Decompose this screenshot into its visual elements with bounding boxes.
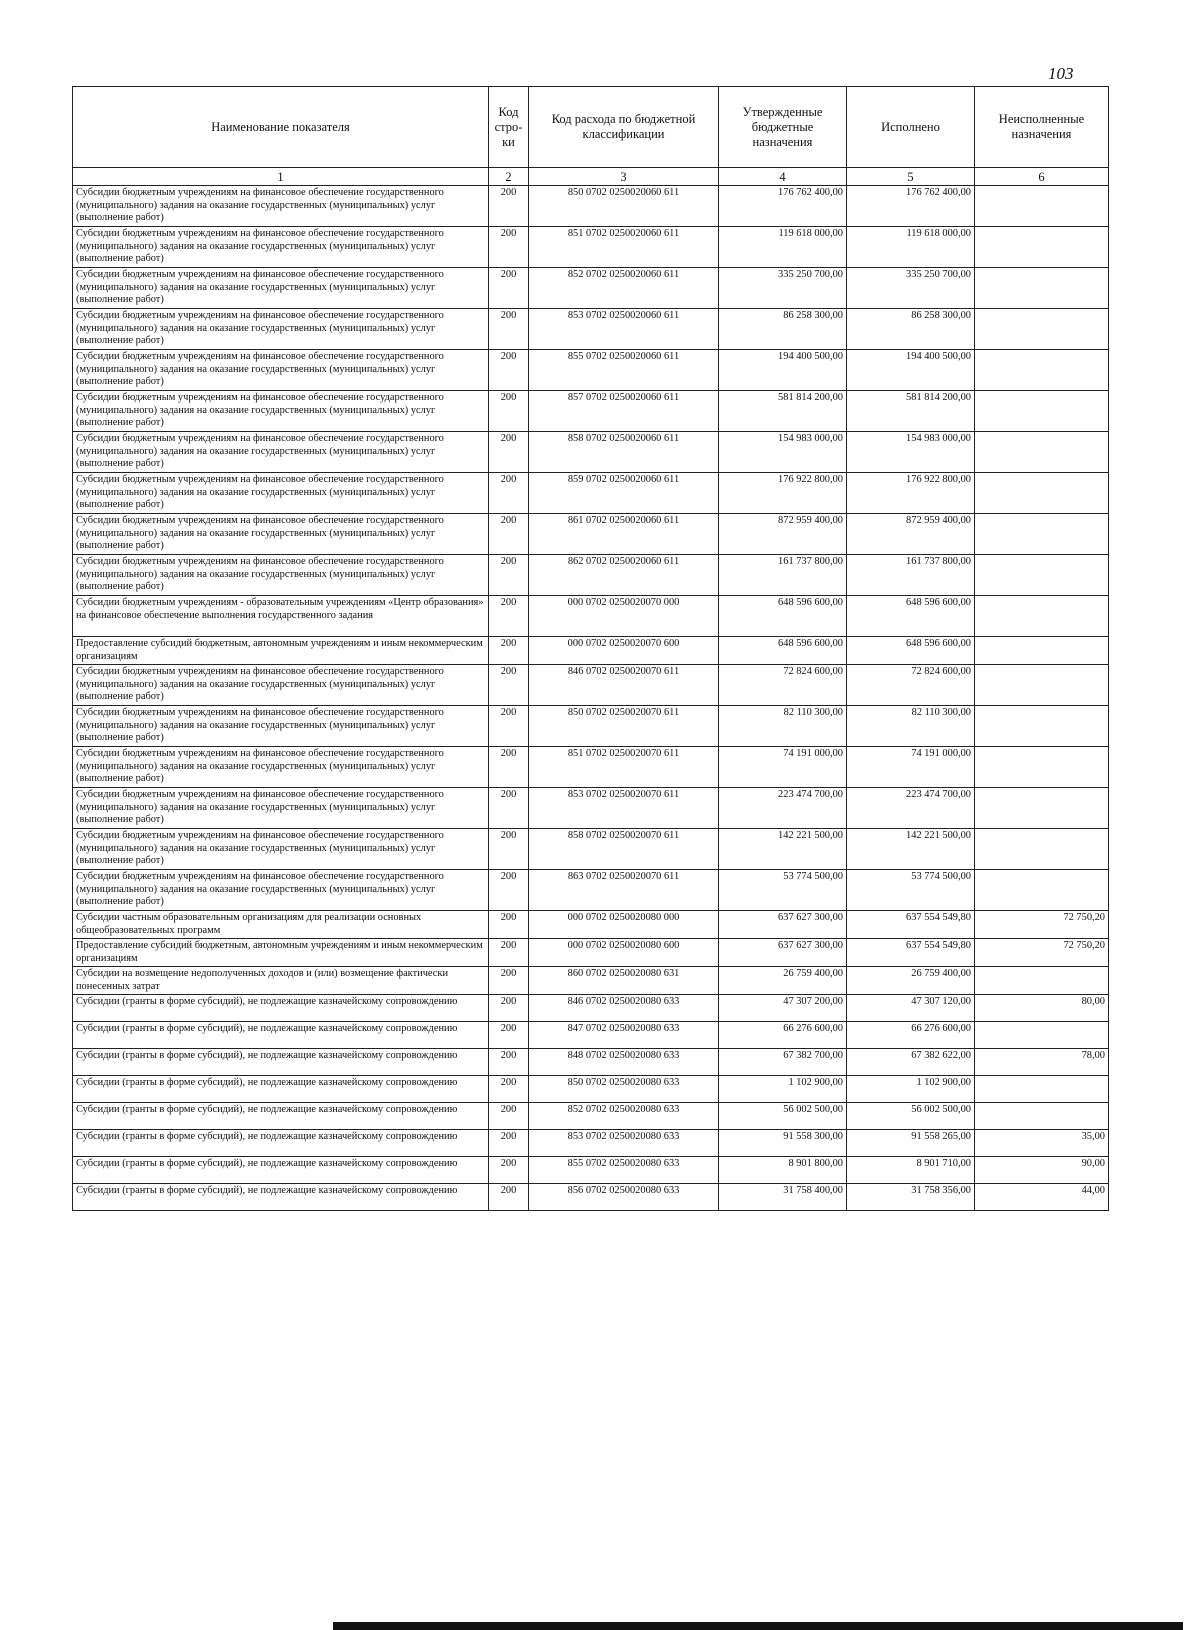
unexecuted-amount-cell xyxy=(975,637,1109,665)
classification-code-cell: 000 0702 0250020080 000 xyxy=(529,911,719,939)
row-code-cell: 200 xyxy=(489,514,529,555)
table-row xyxy=(73,309,1109,350)
unexecuted-amount-cell: 90,00 xyxy=(975,1157,1109,1184)
classification-code-cell: 850 0702 0250020080 633 xyxy=(529,1076,719,1103)
row-code-cell: 200 xyxy=(489,1157,529,1184)
table-row xyxy=(73,514,1109,555)
header-unexecuted: Неисполненные назначения xyxy=(975,87,1109,168)
table-row xyxy=(73,186,1109,227)
header-row-code: Код стро-ки xyxy=(489,87,529,168)
table-row xyxy=(73,391,1109,432)
executed-amount-cell: 637 554 549,80 xyxy=(847,939,975,967)
approved-amount-cell: 142 221 500,00 xyxy=(719,829,847,870)
table-row xyxy=(73,1049,1109,1076)
header-classification-code: Код расхода по бюджетной классификации xyxy=(529,87,719,168)
indicator-name-cell: Субсидии бюджетным учреждениям на финансовое обеспечение государственного (муниципального) задания на оказание государственных (муниципальных) услуг (выполнение работ) xyxy=(73,788,489,829)
table-row xyxy=(73,1130,1109,1157)
approved-amount-cell: 26 759 400,00 xyxy=(719,967,847,995)
table-row xyxy=(73,870,1109,911)
table-row xyxy=(73,995,1109,1022)
table-row xyxy=(73,829,1109,870)
row-code-cell: 200 xyxy=(489,350,529,391)
approved-amount-cell: 176 762 400,00 xyxy=(719,186,847,227)
row-code-cell: 200 xyxy=(489,967,529,995)
approved-amount-cell: 637 627 300,00 xyxy=(719,911,847,939)
executed-amount-cell: 74 191 000,00 xyxy=(847,747,975,788)
scan-edge-bar xyxy=(333,1622,1183,1630)
indicator-name-cell: Субсидии (гранты в форме субсидий), не подлежащие казначейскому сопровождению xyxy=(73,1157,489,1184)
executed-amount-cell: 66 276 600,00 xyxy=(847,1022,975,1049)
approved-amount-cell: 161 737 800,00 xyxy=(719,555,847,596)
classification-code-cell: 847 0702 0250020080 633 xyxy=(529,1022,719,1049)
classification-code-cell: 852 0702 0250020060 611 xyxy=(529,268,719,309)
classification-code-cell: 862 0702 0250020060 611 xyxy=(529,555,719,596)
approved-amount-cell: 82 110 300,00 xyxy=(719,706,847,747)
unexecuted-amount-cell: 80,00 xyxy=(975,995,1109,1022)
table-row xyxy=(73,268,1109,309)
unexecuted-amount-cell xyxy=(975,788,1109,829)
row-code-cell: 200 xyxy=(489,1130,529,1157)
indicator-name-cell: Субсидии (гранты в форме субсидий), не подлежащие казначейскому сопровождению xyxy=(73,1103,489,1130)
unexecuted-amount-cell xyxy=(975,391,1109,432)
indicator-name-cell: Субсидии бюджетным учреждениям на финансовое обеспечение государственного (муниципального) задания на оказание государственных (муниципальных) услуг (выполнение работ) xyxy=(73,350,489,391)
classification-code-cell: 850 0702 0250020070 611 xyxy=(529,706,719,747)
unexecuted-amount-cell: 44,00 xyxy=(975,1184,1109,1211)
executed-amount-cell: 161 737 800,00 xyxy=(847,555,975,596)
table-header xyxy=(73,87,1109,186)
classification-code-cell: 852 0702 0250020080 633 xyxy=(529,1103,719,1130)
indicator-name-cell: Субсидии бюджетным учреждениям на финансовое обеспечение государственного (муниципального) задания на оказание государственных (муниципальных) услуг (выполнение работ) xyxy=(73,432,489,473)
approved-amount-cell: 637 627 300,00 xyxy=(719,939,847,967)
executed-amount-cell: 142 221 500,00 xyxy=(847,829,975,870)
approved-amount-cell: 872 959 400,00 xyxy=(719,514,847,555)
row-code-cell: 200 xyxy=(489,186,529,227)
table-row xyxy=(73,911,1109,939)
indicator-name-cell: Субсидии бюджетным учреждениям на финансовое обеспечение государственного (муниципального) задания на оказание государственных (муниципальных) услуг (выполнение работ) xyxy=(73,747,489,788)
row-code-cell: 200 xyxy=(489,555,529,596)
approved-amount-cell: 176 922 800,00 xyxy=(719,473,847,514)
classification-code-cell: 846 0702 0250020080 633 xyxy=(529,995,719,1022)
column-number: 1 xyxy=(73,168,489,186)
indicator-name-cell: Субсидии бюджетным учреждениям на финансовое обеспечение государственного (муниципального) задания на оказание государственных (муниципальных) услуг (выполнение работ) xyxy=(73,555,489,596)
unexecuted-amount-cell xyxy=(975,706,1109,747)
approved-amount-cell: 1 102 900,00 xyxy=(719,1076,847,1103)
unexecuted-amount-cell xyxy=(975,268,1109,309)
table-row xyxy=(73,788,1109,829)
executed-amount-cell: 8 901 710,00 xyxy=(847,1157,975,1184)
indicator-name-cell: Предоставление субсидий бюджетным, автономным учреждениям и иным некоммерческим организациям xyxy=(73,939,489,967)
row-code-cell: 200 xyxy=(489,1076,529,1103)
table-row xyxy=(73,967,1109,995)
page-number: 103 xyxy=(1048,64,1074,83)
unexecuted-amount-cell: 78,00 xyxy=(975,1049,1109,1076)
classification-code-cell: 851 0702 0250020060 611 xyxy=(529,227,719,268)
executed-amount-cell: 86 258 300,00 xyxy=(847,309,975,350)
unexecuted-amount-cell xyxy=(975,747,1109,788)
classification-code-cell: 848 0702 0250020080 633 xyxy=(529,1049,719,1076)
executed-amount-cell: 648 596 600,00 xyxy=(847,637,975,665)
row-code-cell: 200 xyxy=(489,309,529,350)
table-row xyxy=(73,665,1109,706)
classification-code-cell: 853 0702 0250020070 611 xyxy=(529,788,719,829)
executed-amount-cell: 119 618 000,00 xyxy=(847,227,975,268)
row-code-cell: 200 xyxy=(489,829,529,870)
approved-amount-cell: 335 250 700,00 xyxy=(719,268,847,309)
executed-amount-cell: 176 922 800,00 xyxy=(847,473,975,514)
unexecuted-amount-cell xyxy=(975,350,1109,391)
row-code-cell: 200 xyxy=(489,1049,529,1076)
row-code-cell: 200 xyxy=(489,1103,529,1130)
classification-code-cell: 846 0702 0250020070 611 xyxy=(529,665,719,706)
row-code-cell: 200 xyxy=(489,665,529,706)
indicator-name-cell: Субсидии бюджетным учреждениям на финансовое обеспечение государственного (муниципального) задания на оказание государственных (муниципальных) услуг (выполнение работ) xyxy=(73,473,489,514)
row-code-cell: 200 xyxy=(489,995,529,1022)
row-code-cell: 200 xyxy=(489,1022,529,1049)
executed-amount-cell: 31 758 356,00 xyxy=(847,1184,975,1211)
unexecuted-amount-cell xyxy=(975,432,1109,473)
indicator-name-cell: Субсидии бюджетным учреждениям на финансовое обеспечение государственного (муниципального) задания на оказание государственных (муниципальных) услуг (выполнение работ) xyxy=(73,706,489,747)
approved-amount-cell: 72 824 600,00 xyxy=(719,665,847,706)
table-row xyxy=(73,555,1109,596)
classification-code-cell: 857 0702 0250020060 611 xyxy=(529,391,719,432)
header-executed: Исполнено xyxy=(847,87,975,168)
approved-amount-cell: 47 307 200,00 xyxy=(719,995,847,1022)
table-row xyxy=(73,227,1109,268)
column-number: 6 xyxy=(975,168,1109,186)
approved-amount-cell: 56 002 500,00 xyxy=(719,1103,847,1130)
approved-amount-cell: 67 382 700,00 xyxy=(719,1049,847,1076)
table-row xyxy=(73,1103,1109,1130)
indicator-name-cell: Субсидии частным образовательным организациям для реализации основных общеобразовательных программ xyxy=(73,911,489,939)
table-row xyxy=(73,637,1109,665)
classification-code-cell: 855 0702 0250020080 633 xyxy=(529,1157,719,1184)
executed-amount-cell: 581 814 200,00 xyxy=(847,391,975,432)
approved-amount-cell: 119 618 000,00 xyxy=(719,227,847,268)
executed-amount-cell: 26 759 400,00 xyxy=(847,967,975,995)
row-code-cell: 200 xyxy=(489,911,529,939)
unexecuted-amount-cell xyxy=(975,829,1109,870)
classification-code-cell: 860 0702 0250020080 631 xyxy=(529,967,719,995)
indicator-name-cell: Субсидии бюджетным учреждениям на финансовое обеспечение государственного (муниципального) задания на оказание государственных (муниципальных) услуг (выполнение работ) xyxy=(73,227,489,268)
classification-code-cell: 000 0702 0250020070 600 xyxy=(529,637,719,665)
budget-execution-table xyxy=(72,86,1109,1211)
executed-amount-cell: 91 558 265,00 xyxy=(847,1130,975,1157)
executed-amount-cell: 47 307 120,00 xyxy=(847,995,975,1022)
executed-amount-cell: 72 824 600,00 xyxy=(847,665,975,706)
row-code-cell: 200 xyxy=(489,432,529,473)
header-approved: Утвержденные бюджетные назначения xyxy=(719,87,847,168)
table-row xyxy=(73,1022,1109,1049)
unexecuted-amount-cell xyxy=(975,967,1109,995)
unexecuted-amount-cell xyxy=(975,227,1109,268)
unexecuted-amount-cell xyxy=(975,596,1109,637)
executed-amount-cell: 872 959 400,00 xyxy=(847,514,975,555)
classification-code-cell: 000 0702 0250020070 000 xyxy=(529,596,719,637)
classification-code-cell: 863 0702 0250020070 611 xyxy=(529,870,719,911)
unexecuted-amount-cell xyxy=(975,309,1109,350)
classification-code-cell: 855 0702 0250020060 611 xyxy=(529,350,719,391)
classification-code-cell: 859 0702 0250020060 611 xyxy=(529,473,719,514)
indicator-name-cell: Субсидии бюджетным учреждениям - образовательным учреждениям «Центр образования» на финансовое обеспечение выполнения государственного задания xyxy=(73,596,489,637)
table-row xyxy=(73,596,1109,637)
table-row xyxy=(73,1184,1109,1211)
executed-amount-cell: 194 400 500,00 xyxy=(847,350,975,391)
indicator-name-cell: Предоставление субсидий бюджетным, автономным учреждениям и иным некоммерческим организациям xyxy=(73,637,489,665)
row-code-cell: 200 xyxy=(489,268,529,309)
row-code-cell: 200 xyxy=(489,706,529,747)
table-row xyxy=(73,473,1109,514)
approved-amount-cell: 194 400 500,00 xyxy=(719,350,847,391)
executed-amount-cell: 1 102 900,00 xyxy=(847,1076,975,1103)
classification-code-cell: 000 0702 0250020080 600 xyxy=(529,939,719,967)
executed-amount-cell: 637 554 549,80 xyxy=(847,911,975,939)
unexecuted-amount-cell xyxy=(975,870,1109,911)
unexecuted-amount-cell xyxy=(975,1103,1109,1130)
table-row xyxy=(73,1157,1109,1184)
table-row xyxy=(73,1076,1109,1103)
executed-amount-cell: 176 762 400,00 xyxy=(847,186,975,227)
row-code-cell: 200 xyxy=(489,227,529,268)
row-code-cell: 200 xyxy=(489,747,529,788)
executed-amount-cell: 53 774 500,00 xyxy=(847,870,975,911)
approved-amount-cell: 154 983 000,00 xyxy=(719,432,847,473)
column-number: 3 xyxy=(529,168,719,186)
column-number: 4 xyxy=(719,168,847,186)
approved-amount-cell: 53 774 500,00 xyxy=(719,870,847,911)
column-number: 2 xyxy=(489,168,529,186)
unexecuted-amount-cell xyxy=(975,514,1109,555)
classification-code-cell: 853 0702 0250020080 633 xyxy=(529,1130,719,1157)
table-body xyxy=(73,186,1109,1211)
unexecuted-amount-cell xyxy=(975,665,1109,706)
unexecuted-amount-cell xyxy=(975,186,1109,227)
row-code-cell: 200 xyxy=(489,391,529,432)
row-code-cell: 200 xyxy=(489,939,529,967)
indicator-name-cell: Субсидии бюджетным учреждениям на финансовое обеспечение государственного (муниципального) задания на оказание государственных (муниципальных) услуг (выполнение работ) xyxy=(73,391,489,432)
executed-amount-cell: 82 110 300,00 xyxy=(847,706,975,747)
table-row xyxy=(73,350,1109,391)
indicator-name-cell: Субсидии (гранты в форме субсидий), не подлежащие казначейскому сопровождению xyxy=(73,1130,489,1157)
indicator-name-cell: Субсидии (гранты в форме субсидий), не подлежащие казначейскому сопровождению xyxy=(73,1184,489,1211)
approved-amount-cell: 66 276 600,00 xyxy=(719,1022,847,1049)
indicator-name-cell: Субсидии бюджетным учреждениям на финансовое обеспечение государственного (муниципального) задания на оказание государственных (муниципальных) услуг (выполнение работ) xyxy=(73,309,489,350)
table-row xyxy=(73,706,1109,747)
table-row xyxy=(73,747,1109,788)
unexecuted-amount-cell xyxy=(975,473,1109,514)
approved-amount-cell: 648 596 600,00 xyxy=(719,637,847,665)
classification-code-cell: 856 0702 0250020080 633 xyxy=(529,1184,719,1211)
classification-code-cell: 858 0702 0250020060 611 xyxy=(529,432,719,473)
approved-amount-cell: 74 191 000,00 xyxy=(719,747,847,788)
row-code-cell: 200 xyxy=(489,637,529,665)
unexecuted-amount-cell xyxy=(975,1076,1109,1103)
header-indicator-name: Наименование показателя xyxy=(73,87,489,168)
classification-code-cell: 861 0702 0250020060 611 xyxy=(529,514,719,555)
unexecuted-amount-cell xyxy=(975,555,1109,596)
row-code-cell: 200 xyxy=(489,1184,529,1211)
indicator-name-cell: Субсидии (гранты в форме субсидий), не подлежащие казначейскому сопровождению xyxy=(73,1022,489,1049)
table-row xyxy=(73,939,1109,967)
indicator-name-cell: Субсидии бюджетным учреждениям на финансовое обеспечение государственного (муниципального) задания на оказание государственных (муниципальных) услуг (выполнение работ) xyxy=(73,268,489,309)
table-row xyxy=(73,432,1109,473)
row-code-cell: 200 xyxy=(489,596,529,637)
executed-amount-cell: 154 983 000,00 xyxy=(847,432,975,473)
approved-amount-cell: 223 474 700,00 xyxy=(719,788,847,829)
indicator-name-cell: Субсидии бюджетным учреждениям на финансовое обеспечение государственного (муниципального) задания на оказание государственных (муниципальных) услуг (выполнение работ) xyxy=(73,514,489,555)
executed-amount-cell: 56 002 500,00 xyxy=(847,1103,975,1130)
approved-amount-cell: 8 901 800,00 xyxy=(719,1157,847,1184)
row-code-cell: 200 xyxy=(489,473,529,514)
unexecuted-amount-cell: 72 750,20 xyxy=(975,939,1109,967)
indicator-name-cell: Субсидии бюджетным учреждениям на финансовое обеспечение государственного (муниципального) задания на оказание государственных (муниципальных) услуг (выполнение работ) xyxy=(73,665,489,706)
executed-amount-cell: 223 474 700,00 xyxy=(847,788,975,829)
executed-amount-cell: 335 250 700,00 xyxy=(847,268,975,309)
row-code-cell: 200 xyxy=(489,788,529,829)
indicator-name-cell: Субсидии (гранты в форме субсидий), не подлежащие казначейскому сопровождению xyxy=(73,1049,489,1076)
classification-code-cell: 853 0702 0250020060 611 xyxy=(529,309,719,350)
unexecuted-amount-cell: 72 750,20 xyxy=(975,911,1109,939)
indicator-name-cell: Субсидии (гранты в форме субсидий), не подлежащие казначейскому сопровождению xyxy=(73,1076,489,1103)
approved-amount-cell: 31 758 400,00 xyxy=(719,1184,847,1211)
approved-amount-cell: 91 558 300,00 xyxy=(719,1130,847,1157)
row-code-cell: 200 xyxy=(489,870,529,911)
indicator-name-cell: Субсидии бюджетным учреждениям на финансовое обеспечение государственного (муниципального) задания на оказание государственных (муниципальных) услуг (выполнение работ) xyxy=(73,829,489,870)
approved-amount-cell: 581 814 200,00 xyxy=(719,391,847,432)
unexecuted-amount-cell: 35,00 xyxy=(975,1130,1109,1157)
indicator-name-cell: Субсидии на возмещение недополученных доходов и (или) возмещение фактически понесенных затрат xyxy=(73,967,489,995)
executed-amount-cell: 67 382 622,00 xyxy=(847,1049,975,1076)
unexecuted-amount-cell xyxy=(975,1022,1109,1049)
approved-amount-cell: 648 596 600,00 xyxy=(719,596,847,637)
executed-amount-cell: 648 596 600,00 xyxy=(847,596,975,637)
indicator-name-cell: Субсидии бюджетным учреждениям на финансовое обеспечение государственного (муниципального) задания на оказание государственных (муниципальных) услуг (выполнение работ) xyxy=(73,870,489,911)
indicator-name-cell: Субсидии бюджетным учреждениям на финансовое обеспечение государственного (муниципального) задания на оказание государственных (муниципальных) услуг (выполнение работ) xyxy=(73,186,489,227)
indicator-name-cell: Субсидии (гранты в форме субсидий), не подлежащие казначейскому сопровождению xyxy=(73,995,489,1022)
classification-code-cell: 858 0702 0250020070 611 xyxy=(529,829,719,870)
column-number: 5 xyxy=(847,168,975,186)
approved-amount-cell: 86 258 300,00 xyxy=(719,309,847,350)
classification-code-cell: 851 0702 0250020070 611 xyxy=(529,747,719,788)
classification-code-cell: 850 0702 0250020060 611 xyxy=(529,186,719,227)
